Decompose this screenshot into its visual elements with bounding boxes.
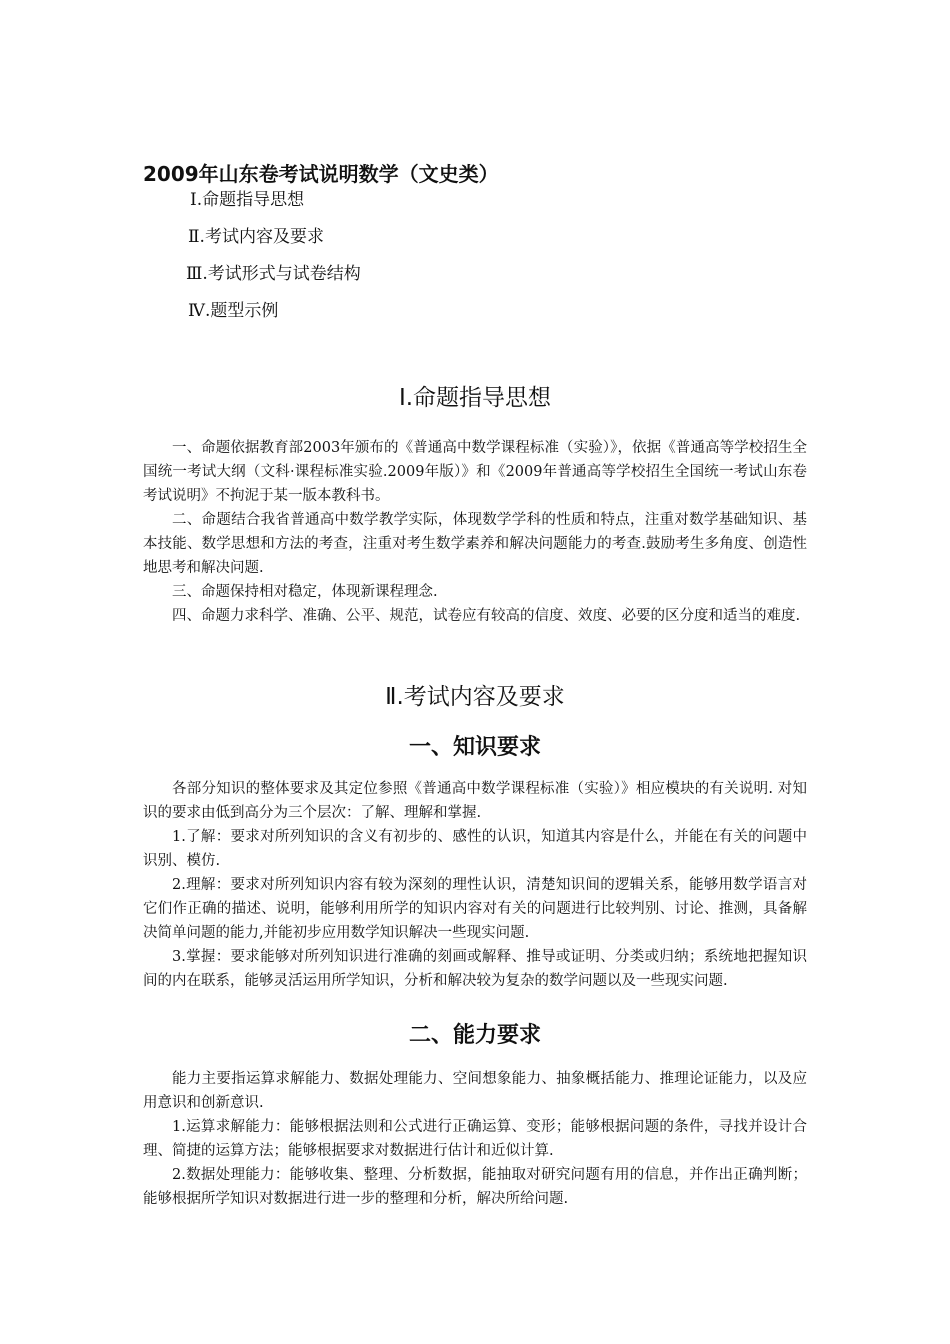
paragraph: 二、命题结合我省普通高中数学教学实际，体现数学学科的性质和特点，注重对数学基础知识、基本技能、数学思想和方法的考查，注重对考生数学素养和解决问题能力的考查.鼓励考生多角度、创造性地思考和解决问题. <box>143 512 807 576</box>
toc-item: Ⅱ.考试内容及要求 <box>188 227 324 247</box>
table-of-contents <box>180 188 361 336</box>
paragraph: 各部分知识的整体要求及其定位参照《普通高中数学课程标准（实验）》相应模块的有关说明. 对知识的要求由低到高分为三个层次：了解、理解和掌握. <box>143 781 807 821</box>
subsection-ability-body <box>143 1067 807 1211</box>
section-heading-content-requirements: Ⅱ.考试内容及要求 <box>385 684 565 710</box>
paragraph: 2.数据处理能力：能够收集、整理、分析数据，能抽取对研究问题有用的信息，并作出正确判断；能够根据所学知识对数据进行进一步的整理和分析，解决所给问题. <box>143 1167 807 1207</box>
paragraph: 三、命题保持相对稳定，体现新课程理念. <box>172 584 438 600</box>
subsection-heading-ability: 二、能力要求 <box>408 1023 541 1048</box>
toc-item: Ⅳ.题型示例 <box>188 301 279 321</box>
subsection-knowledge-body <box>143 777 807 993</box>
paragraph: 1.运算求解能力：能够根据法则和公式进行正确运算、变形；能够根据问题的条件，寻找并设计合理、简捷的运算方法；能够根据要求对数据进行估计和近似计算. <box>143 1119 807 1159</box>
paragraph: 2.理解：要求对所列知识内容有较为深刻的理性认识，清楚知识间的逻辑关系，能够用数学语言对它们作正确的描述、说明，能够利用所学的知识内容对有关的问题进行比较判别、讨论、推测，具备解决简单问题的能力,并能初步应用数学知识解决一些现实问题. <box>143 877 807 941</box>
paragraph: 3.掌握：要求能够对所列知识进行准确的刻画或解释、推导或证明、分类或归纳；系统地把握知识间的内在联系，能够灵活运用所学知识，分析和解决较为复杂的数学问题以及一些现实问题. <box>143 949 807 989</box>
toc-item: Ⅰ.命题指导思想 <box>190 190 305 210</box>
document-title: 2009年山东卷考试说明数学（文史类） <box>143 162 499 186</box>
paragraph: 四、命题力求科学、准确、公平、规范，试卷应有较高的信度、效度、必要的区分度和适当的难度. <box>172 608 801 624</box>
section-heading-guiding-thought: Ⅰ.命题指导思想 <box>398 385 552 411</box>
paragraph: 1.了解：要求对所列知识的含义有初步的、感性的认识，知道其内容是什么，并能在有关的问题中识别、模仿. <box>143 829 807 869</box>
toc-item: Ⅲ.考试形式与试卷结构 <box>186 264 361 284</box>
paragraph: 一、命题依据教育部2003年颁布的《普通高中数学课程标准（实验）》，依据《普通高等学校招生全国统一考试大纲（文科·课程标准实验.2009年版）》和《2009年普通高等学校招生全国统一考试山东卷考试说明》不拘泥于某一版本教科书。 <box>143 440 807 504</box>
section-guiding-thought-body <box>143 436 807 628</box>
paragraph: 能力主要指运算求解能力、数据处理能力、空间想象能力、抽象概括能力、推理论证能力，以及应用意识和创新意识. <box>143 1071 807 1111</box>
subsection-heading-knowledge: 一、知识要求 <box>408 735 541 760</box>
